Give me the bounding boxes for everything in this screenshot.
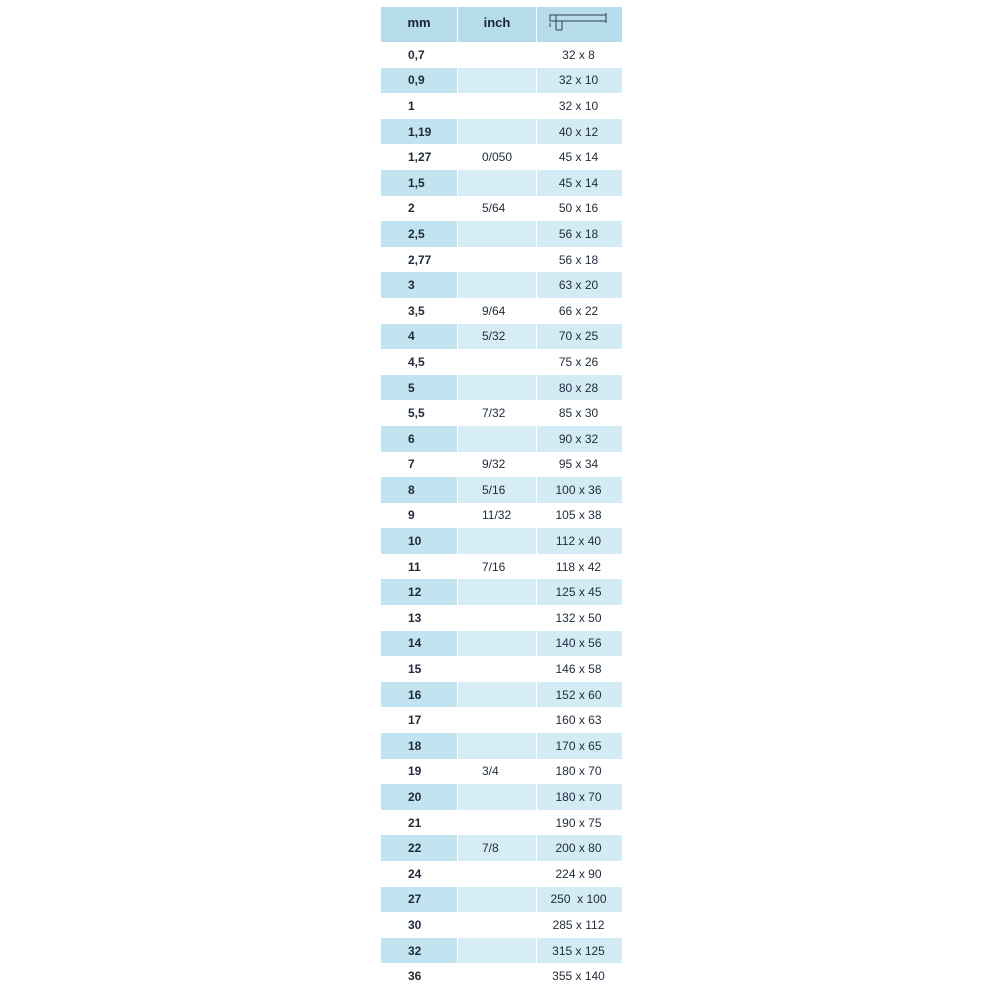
cell-inch	[457, 938, 537, 964]
table-row	[381, 503, 622, 529]
cell-mm: 16	[381, 682, 457, 708]
cell-inch	[457, 528, 537, 554]
cell-dimension: 160 x 63	[537, 707, 620, 733]
cell-dimension: 105 x 38	[537, 503, 620, 529]
table-row	[381, 810, 622, 836]
table-row	[381, 759, 622, 785]
cell-inch	[457, 682, 537, 708]
cell-dimension: 40 x 12	[537, 119, 620, 145]
cell-mm: 1,19	[381, 119, 457, 145]
table-row	[381, 298, 622, 324]
cell-inch: 7/8	[457, 835, 537, 861]
cell-inch: 11/32	[457, 503, 537, 529]
table-row	[381, 247, 622, 273]
cell-inch: 9/64	[457, 298, 537, 324]
cell-mm: 21	[381, 810, 457, 836]
cell-mm: 4,5	[381, 349, 457, 375]
cell-mm: 30	[381, 912, 457, 938]
cell-inch	[457, 375, 537, 401]
cell-mm: 9	[381, 503, 457, 529]
table-row	[381, 579, 622, 605]
cell-inch	[457, 707, 537, 733]
cell-inch: 5/32	[457, 324, 537, 350]
cell-inch	[457, 861, 537, 887]
cell-mm: 1,27	[381, 144, 457, 170]
cell-mm: 22	[381, 835, 457, 861]
table-row	[381, 196, 622, 222]
table-row	[381, 477, 622, 503]
cell-inch	[457, 247, 537, 273]
cell-dimension: 132 x 50	[537, 605, 620, 631]
cell-inch	[457, 221, 537, 247]
cell-mm: 2,5	[381, 221, 457, 247]
cell-dimension: 146 x 58	[537, 656, 620, 682]
cell-inch	[457, 605, 537, 631]
cell-mm: 2,77	[381, 247, 457, 273]
cell-inch	[457, 912, 537, 938]
table-row	[381, 631, 622, 657]
table-row	[381, 554, 622, 580]
table-row	[381, 656, 622, 682]
header-dimension	[537, 7, 620, 42]
cell-inch	[457, 579, 537, 605]
cell-inch	[457, 42, 537, 68]
cell-dimension: 190 x 75	[537, 810, 620, 836]
cell-inch	[457, 272, 537, 298]
table-row	[381, 93, 622, 119]
cell-inch: 0/050	[457, 144, 537, 170]
cell-mm: 5	[381, 375, 457, 401]
table-row	[381, 707, 622, 733]
table-header	[381, 7, 622, 42]
table-row	[381, 324, 622, 350]
cell-inch	[457, 349, 537, 375]
hex-key-dimension-icon	[548, 12, 610, 32]
table-row	[381, 170, 622, 196]
table-row	[381, 835, 622, 861]
table-row	[381, 733, 622, 759]
header-inch: inch	[457, 7, 537, 42]
cell-inch	[457, 784, 537, 810]
cell-mm: 18	[381, 733, 457, 759]
cell-mm: 0,7	[381, 42, 457, 68]
cell-dimension: 95 x 34	[537, 452, 620, 478]
cell-inch	[457, 119, 537, 145]
cell-dimension: 100 x 36	[537, 477, 620, 503]
table-row	[381, 42, 622, 68]
table-row	[381, 400, 622, 426]
table-row	[381, 605, 622, 631]
cell-inch	[457, 68, 537, 94]
cell-inch: 7/16	[457, 554, 537, 580]
cell-mm: 1,5	[381, 170, 457, 196]
cell-inch	[457, 656, 537, 682]
table-row	[381, 938, 622, 964]
table-row	[381, 912, 622, 938]
cell-inch	[457, 810, 537, 836]
cell-dimension: 250 x 100	[537, 887, 620, 913]
cell-mm: 0,9	[381, 68, 457, 94]
cell-dimension: 75 x 26	[537, 349, 620, 375]
table-row	[381, 144, 622, 170]
cell-inch	[457, 631, 537, 657]
cell-mm: 1	[381, 93, 457, 119]
cell-mm: 20	[381, 784, 457, 810]
cell-dimension: 112 x 40	[537, 528, 620, 554]
cell-dimension: 32 x 10	[537, 93, 620, 119]
cell-mm: 24	[381, 861, 457, 887]
cell-inch: 9/32	[457, 452, 537, 478]
cell-dimension: 180 x 70	[537, 784, 620, 810]
cell-dimension: 56 x 18	[537, 247, 620, 273]
cell-dimension: 66 x 22	[537, 298, 620, 324]
cell-dimension: 125 x 45	[537, 579, 620, 605]
cell-mm: 19	[381, 759, 457, 785]
cell-mm: 4	[381, 324, 457, 350]
cell-dimension: 45 x 14	[537, 170, 620, 196]
cell-mm: 10	[381, 528, 457, 554]
cell-dimension: 315 x 125	[537, 938, 620, 964]
table-row	[381, 375, 622, 401]
table-row	[381, 272, 622, 298]
cell-dimension: 85 x 30	[537, 400, 620, 426]
table-row	[381, 784, 622, 810]
cell-inch: 7/32	[457, 400, 537, 426]
cell-inch	[457, 170, 537, 196]
cell-dimension: 152 x 60	[537, 682, 620, 708]
cell-inch: 5/64	[457, 196, 537, 222]
cell-mm: 11	[381, 554, 457, 580]
cell-mm: 5,5	[381, 400, 457, 426]
table-row	[381, 68, 622, 94]
cell-inch	[457, 426, 537, 452]
cell-mm: 14	[381, 631, 457, 657]
cell-dimension: 200 x 80	[537, 835, 620, 861]
size-table	[381, 7, 622, 989]
cell-mm: 2	[381, 196, 457, 222]
cell-dimension: 355 x 140	[537, 963, 620, 989]
cell-inch: 5/16	[457, 477, 537, 503]
header-mm: mm	[407, 15, 431, 30]
cell-mm: 17	[381, 707, 457, 733]
cell-dimension: 180 x 70	[537, 759, 620, 785]
cell-mm: 7	[381, 452, 457, 478]
cell-dimension: 118 x 42	[537, 554, 620, 580]
cell-dimension: 90 x 32	[537, 426, 620, 452]
cell-dimension: 32 x 8	[537, 42, 620, 68]
cell-dimension: 140 x 56	[537, 631, 620, 657]
table-row	[381, 963, 622, 989]
table-row	[381, 221, 622, 247]
cell-dimension: 45 x 14	[537, 144, 620, 170]
cell-mm: 36	[381, 963, 457, 989]
cell-dimension: 170 x 65	[537, 733, 620, 759]
cell-dimension: 50 x 16	[537, 196, 620, 222]
table-row	[381, 349, 622, 375]
cell-dimension: 224 x 90	[537, 861, 620, 887]
table-row	[381, 452, 622, 478]
cell-mm: 27	[381, 887, 457, 913]
table-body	[381, 42, 622, 989]
table-row	[381, 119, 622, 145]
cell-dimension: 32 x 10	[537, 68, 620, 94]
cell-mm: 12	[381, 579, 457, 605]
cell-dimension: 56 x 18	[537, 221, 620, 247]
cell-mm: 15	[381, 656, 457, 682]
cell-mm: 8	[381, 477, 457, 503]
cell-dimension: 285 x 112	[537, 912, 620, 938]
cell-inch: 3/4	[457, 759, 537, 785]
cell-dimension: 70 x 25	[537, 324, 620, 350]
cell-inch	[457, 733, 537, 759]
cell-inch	[457, 887, 537, 913]
table-row	[381, 887, 622, 913]
table-row	[381, 682, 622, 708]
cell-mm: 3	[381, 272, 457, 298]
cell-inch	[457, 93, 537, 119]
cell-inch	[457, 963, 537, 989]
table-row	[381, 426, 622, 452]
table-row	[381, 528, 622, 554]
cell-mm: 32	[381, 938, 457, 964]
cell-dimension: 63 x 20	[537, 272, 620, 298]
cell-mm: 6	[381, 426, 457, 452]
cell-mm: 13	[381, 605, 457, 631]
table-row	[381, 861, 622, 887]
cell-dimension: 80 x 28	[537, 375, 620, 401]
cell-mm: 3,5	[381, 298, 457, 324]
